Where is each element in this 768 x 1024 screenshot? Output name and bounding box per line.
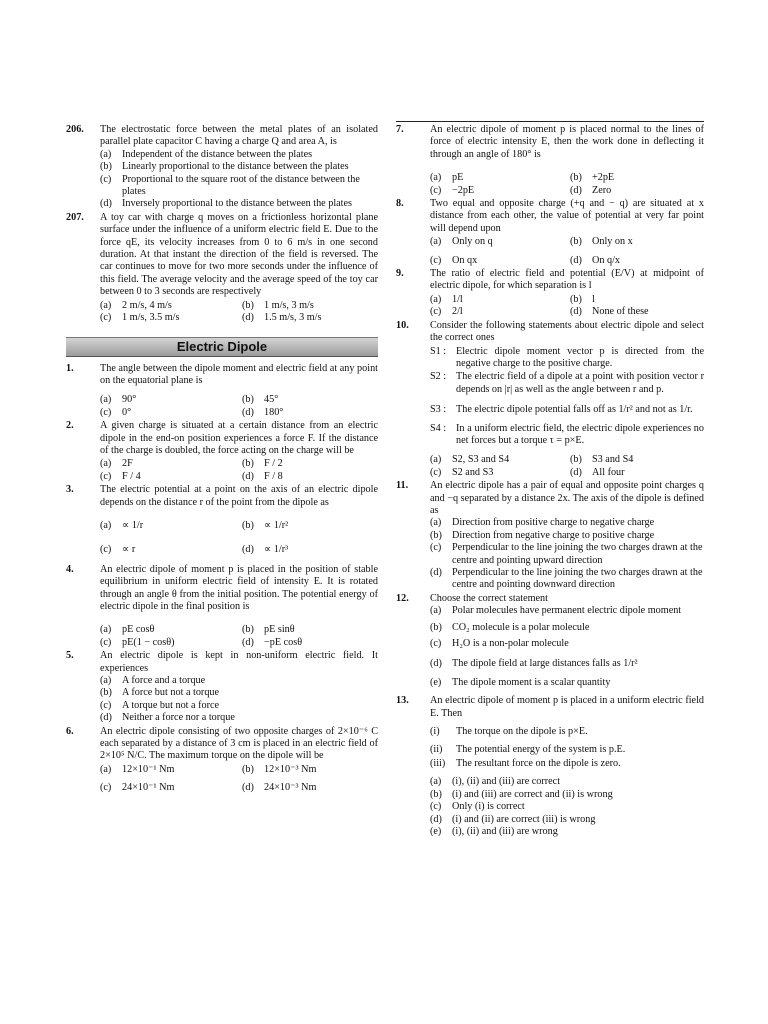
option-a: (a) ∝ 1/r	[100, 519, 144, 531]
option-d: (d) 24×10⁻³ Nm	[242, 782, 317, 794]
right-column-top-rule	[396, 121, 704, 122]
question-number: 4.	[66, 563, 74, 575]
question-number: 11.	[396, 480, 409, 492]
option-b: (b) Only on x	[570, 236, 633, 248]
question-4	[66, 564, 378, 649]
option-d: (d) On q/x	[570, 254, 621, 266]
option-a: (a) 2F	[100, 458, 133, 470]
question-text: An electric dipole is kept in non-uniform electric field. It experiences	[100, 650, 378, 674]
question-number: 8.	[396, 198, 404, 210]
option-d: (d) The dipole field at large distances falls as 1/r²	[430, 658, 638, 670]
option-b: (b) +2pE	[570, 172, 615, 184]
option-b: (b) CO₂ molecule is a polar molecule	[430, 621, 590, 633]
option-a: (a) Direction from positive charge to negative charge	[430, 517, 655, 529]
option-e: (e) (i), (ii) and (iii) are wrong	[430, 825, 558, 837]
question-number: 13.	[396, 695, 409, 707]
question-number: 9.	[396, 268, 404, 280]
option-d: (d) (i) and (ii) are correct (iii) is wrong	[430, 813, 596, 825]
option-d: (d) Zero	[570, 184, 612, 196]
question-11	[396, 480, 704, 592]
option-e: (e) The dipole moment is a scalar quantity	[430, 676, 611, 688]
option-a: (a) 12×10⁻¹ Nm	[100, 763, 175, 775]
right-column	[396, 124, 704, 839]
option-d: (d) Inversely proportional to the distance between the plates	[100, 198, 352, 210]
question-3	[66, 484, 378, 563]
statement-s3: S3 : The electric dipole potential falls off as 1/r² and not as 1/r.	[430, 404, 693, 416]
option-a: (a) Polar molecules have permanent electric dipole moment	[430, 605, 682, 617]
option-c: (c) −2pE	[430, 184, 475, 196]
question-number: 206.	[66, 124, 84, 135]
option-c: (c) 24×10⁻¹ Nm	[100, 782, 175, 794]
option-d: (d) Neither a force nor a torque	[100, 712, 235, 724]
left-column	[66, 124, 378, 796]
question-text: Choose the correct statement	[430, 592, 548, 604]
question-text: An electric dipole of moment p is placed in the position of stable equilibrium in uniform electric field of intensity E. It is rotated through an angle θ from the initial position. The potential energy of electric dipole in the final position is	[100, 563, 378, 612]
question-text: A toy car with charge q moves on a frictionless horizontal plane surface under the influence of a uniform electric field E. Due to the force qE, its velocity increases from 0 to 6 m/s in one second duration. At that instant the direction of the field is reversed. The car continues to move for two more seconds under the influence of this field. The average velocity and the average speed of the toy car between 0 to 3 seconds are respectively	[100, 211, 378, 298]
option-c: (c) ∝ r	[100, 544, 136, 556]
option-a: (a) pE	[430, 172, 464, 184]
option-d: (d) ∝ 1/r³	[242, 544, 289, 556]
question-9	[396, 268, 704, 319]
option-c: (c) A torque but not a force	[100, 699, 220, 711]
question-13	[396, 695, 704, 838]
option-c: (c) pE(1 − cosθ)	[100, 636, 175, 648]
question-text: The angle between the dipole moment and electric field at any point on the equatorial plane is	[100, 362, 378, 386]
question-5	[66, 650, 378, 724]
option-a: (a) 2 m/s, 4 m/s	[100, 299, 172, 311]
question-12	[396, 593, 704, 689]
question-6	[66, 726, 378, 795]
option-c: (c) 0°	[100, 406, 132, 418]
statement-ii: (ii) The potential energy of the system is p.E.	[430, 744, 626, 756]
question-1	[66, 363, 378, 420]
option-c: (c) Only (i) is correct	[430, 801, 525, 813]
option-b: (b) ∝ 1/r²	[242, 519, 289, 531]
question-number: 10.	[396, 319, 409, 331]
option-c: (c) F / 4	[100, 470, 141, 482]
question-text: A given charge is situated at a certain distance from an electric dipole in the end-on position experiences a force F. If the distance of the charge is doubled, the force acting on the charge will be	[100, 420, 378, 456]
question-text: The electrostatic force between the metal plates of an isolated parallel plate capacitor C having a charge Q and area A, is	[100, 124, 378, 148]
question-207	[66, 212, 378, 325]
question-text: Two equal and opposite charge (+q and − q) are situated at x distance from each other, the value of potential at very far point will depend upon	[430, 198, 704, 234]
question-text: An electric dipole of moment p is placed in a uniform electric field E. Then	[430, 695, 704, 719]
option-a: (a) (i), (ii) and (iii) are correct	[430, 776, 561, 788]
question-text: The electric potential at a point on the axis of an electric dipole depends on the distance r of the point from the dipole as	[100, 484, 378, 508]
option-d: (d) F / 8	[242, 470, 283, 482]
option-d: (d) 1.5 m/s, 3 m/s	[242, 312, 322, 324]
option-d: (d) None of these	[570, 306, 649, 318]
question-2	[66, 420, 378, 483]
question-number: 7.	[396, 124, 404, 135]
option-b: (b) 12×10⁻³ Nm	[242, 763, 317, 775]
question-number: 207.	[66, 211, 84, 223]
option-c: (c) 1 m/s, 3.5 m/s	[100, 312, 180, 324]
option-b: (b) Linearly proportional to the distance between the plates	[100, 161, 349, 173]
question-number: 1.	[66, 362, 74, 374]
section-banner: Electric Dipole	[66, 337, 378, 357]
option-b: (b) pE sinθ	[242, 624, 295, 636]
option-b: (b) Direction from negative charge to positive charge	[430, 529, 655, 541]
option-b: (b) S3 and S4	[570, 454, 634, 466]
option-a: (a) pE cosθ	[100, 624, 155, 636]
option-c: (c) 2/l	[430, 306, 463, 318]
statement-iii: (iii) The resultant force on the dipole is zero.	[430, 757, 621, 769]
option-c: (c) Proportional to the square root of the distance between the plates	[100, 173, 360, 198]
question-7	[396, 124, 704, 197]
question-206	[66, 124, 378, 211]
question-text: An electric dipole of moment p is placed normal to the lines of force of electric intensity E, then the work done in deflecting it through an angle of 180° is	[430, 124, 704, 160]
question-10	[396, 320, 704, 479]
option-c: (c) S2 and S3	[430, 466, 494, 478]
statement-i: (i) The torque on the dipole is p×E.	[430, 726, 588, 738]
option-d: (d) −pE cosθ	[242, 636, 303, 648]
question-number: 6.	[66, 725, 74, 737]
option-b: (b) l	[570, 293, 595, 305]
option-a: (a) 90°	[100, 394, 137, 406]
option-d: (d) 180°	[242, 406, 284, 418]
question-number: 5.	[66, 650, 74, 662]
option-a: (a) A force and a torque	[100, 675, 206, 687]
question-number: 2.	[66, 420, 74, 432]
statement-s1: S1 : Electric dipole moment vector p is directed from the negative charge to the positive charge.	[430, 345, 704, 369]
option-d: (d) All four	[570, 466, 625, 478]
question-number: 3.	[66, 484, 74, 496]
question-text: The ratio of electric field and potential (E/V) at midpoint of electric dipole, for which separation is l	[430, 268, 704, 292]
option-c: (c) On qx	[430, 254, 478, 266]
question-number: 12.	[396, 592, 409, 604]
question-text: An electric dipole has a pair of equal and opposite point charges q and −q separated by a distance 2x. The axis of the dipole is defined as	[430, 480, 704, 516]
option-c: (c) Perpendicular to the line joining the two charges drawn at the centre and pointing upward direction	[430, 542, 703, 566]
option-a: (a) Only on q	[430, 236, 493, 248]
option-a: (a) Independent of the distance between the plates	[100, 148, 313, 160]
question-text: An electric dipole consisting of two opposite charges of 2×10⁻⁶ C each separated by a distance of 3 cm is placed in an electric field of 2×10⁵ N/C. The maximum torque on the dipole will be	[100, 725, 378, 762]
option-b: (b) 45°	[242, 394, 279, 406]
statement-s2: S2 : The electric field of a dipole at a point with position vector r depends on |r| as well as the angle between r and p.	[430, 371, 704, 395]
statement-s4: S4 : In a uniform electric field, the electric dipole experiences no net forces but a torque τ = p×E.	[430, 422, 704, 446]
option-b: (b) F / 2	[242, 458, 283, 470]
question-text: Consider the following statements about electric dipole and select the correct ones	[430, 319, 704, 344]
option-d: (d) Perpendicular to the line joining the two charges drawn at the centre and pointing downward direction	[430, 567, 703, 591]
option-a: (a) S2, S3 and S4	[430, 454, 510, 466]
option-b: (b) A force but not a torque	[100, 687, 220, 699]
option-a: (a) 1/l	[430, 293, 463, 305]
option-b: (b) (i) and (iii) are correct and (ii) is wrong	[430, 788, 613, 800]
question-8	[396, 198, 704, 267]
option-c: (c) H₂O is a non-polar molecule	[430, 638, 569, 650]
option-b: (b) 1 m/s, 3 m/s	[242, 299, 314, 311]
